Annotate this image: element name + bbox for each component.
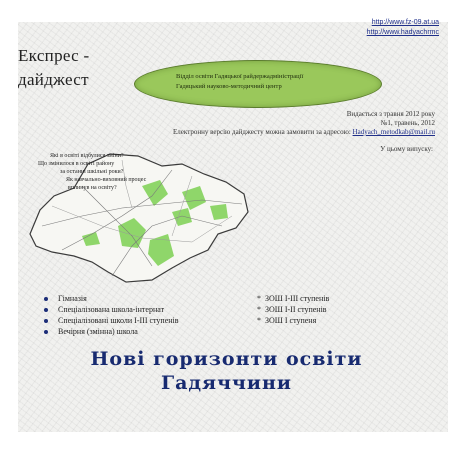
asterisk-icon: * — [257, 316, 261, 325]
map-note-2: Що змінилося в освіті району — [38, 161, 115, 167]
legend-item: * ЗОШ І-ІІ ступенів — [257, 305, 327, 314]
map-note-3: за останні шкільні роки? — [60, 169, 124, 175]
issue-number: №1, травень, 2012 — [380, 119, 435, 127]
map-note-4: Як навчально-виховний процес — [66, 177, 147, 183]
map-note-1: Які в освіті відбулися зміни? — [50, 153, 124, 159]
digest-title-line-1: Експрес - — [18, 46, 90, 65]
map-note-5: вплинув на освіту? — [68, 185, 117, 191]
asterisk-icon: * — [257, 294, 261, 303]
digest-title-line-2: дайджест — [18, 70, 89, 89]
issue-since: Видається з травня 2012 року — [346, 110, 435, 118]
bullet-icon — [44, 330, 48, 334]
website-link-2[interactable]: http://www.hadyachrmc — [366, 29, 439, 36]
bullet-icon — [44, 297, 48, 301]
legend-item: Спеціалізована школа-інтернат — [44, 304, 179, 315]
publisher-line-1: Відділ освіти Гадяцької райдержадміністрації — [176, 73, 304, 80]
bullet-icon — [44, 308, 48, 312]
headline-line-1: Нові горизонти освіти — [90, 348, 363, 370]
headline-line-2: Гадяччини — [160, 372, 293, 394]
legend-item: Вечірня (змінна) школа — [44, 326, 179, 337]
legend-item: * ЗОШ І ступеня — [257, 316, 317, 325]
publisher-line-2: Гадяцький науково-методичний центр — [176, 83, 282, 90]
bullet-icon — [44, 319, 48, 323]
website-link-1[interactable]: http://www.fz-09.at.ua — [371, 19, 439, 26]
legend-item: Гімназія — [44, 293, 179, 304]
in-this-issue-label: У цьому випуску: — [380, 145, 433, 153]
email-link[interactable]: Hadyach_metodkab@mail.ru — [352, 128, 435, 136]
legend-left — [44, 293, 179, 337]
legend-item: * ЗОШ І-ІІІ ступенів — [257, 294, 330, 303]
email-prefix: Електронну версію дайджесту можна замовити за адресою: — [173, 128, 351, 136]
legend-right — [257, 293, 329, 326]
legend-item: Спеціалізовані школи І-ІІІ ступенів — [44, 315, 179, 326]
asterisk-icon: * — [257, 305, 261, 314]
email-order-line — [173, 128, 435, 136]
